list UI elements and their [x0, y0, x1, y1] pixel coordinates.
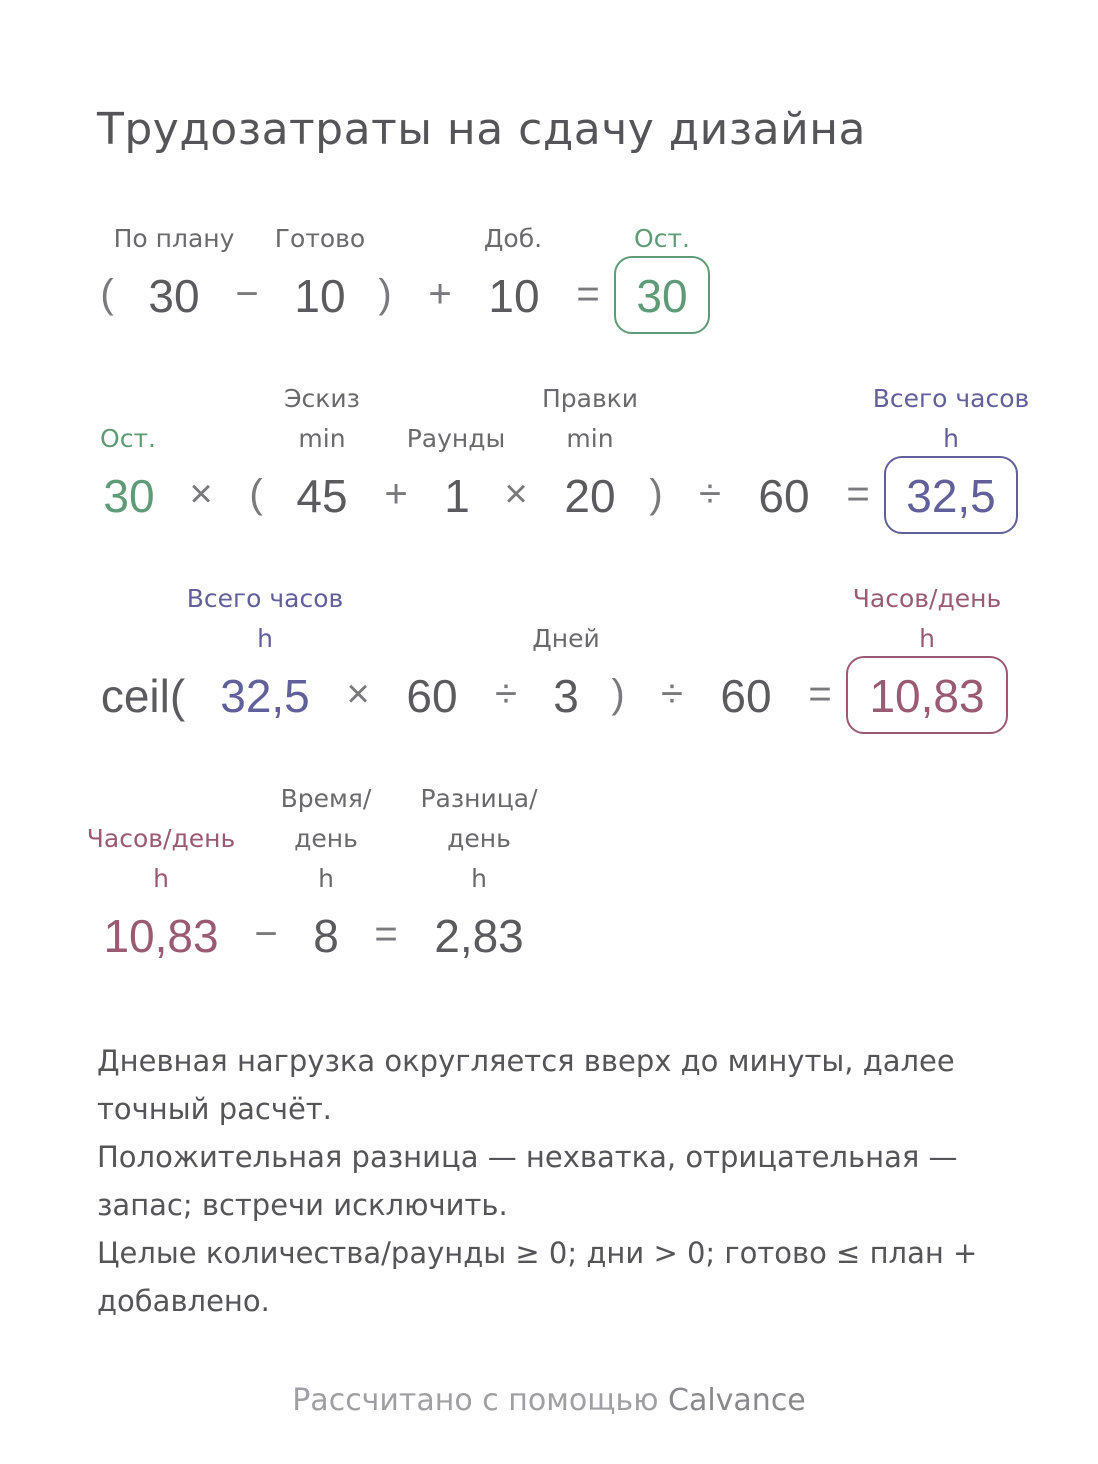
close-paren: ) [611, 672, 625, 716]
value-done[interactable]: 10 [294, 270, 346, 322]
times-operator: × [346, 672, 370, 716]
times-operator: × [189, 472, 213, 516]
value-total-hours: 32,5 [220, 670, 310, 722]
label-done: Готово [274, 224, 366, 253]
label-remaining: Ост. [634, 224, 690, 253]
close-paren: ) [378, 272, 392, 316]
page-title: Трудозатраты на сдачу дизайна [97, 104, 866, 155]
plus-operator: + [384, 472, 408, 516]
value-planned[interactable]: 30 [148, 270, 200, 322]
notes [97, 1037, 997, 1325]
value-days[interactable]: 3 [553, 670, 579, 722]
value-added[interactable]: 10 [488, 270, 540, 322]
label-hours-per-day: Часов/день [86, 824, 236, 853]
label-total-hours: Всего часов [186, 584, 344, 613]
note-rounding: Дневная нагрузка округляется вверх до минуты, далее точный расчёт. [97, 1044, 955, 1126]
result-total-hours: 32,5 [906, 470, 996, 522]
equals-sign: = [576, 272, 600, 316]
label-hours-per-day: Часов/день [852, 584, 1002, 613]
value-hours-per-day: 10,83 [103, 910, 219, 962]
footer-text: Рассчитано с помощью [292, 1383, 659, 1418]
result-remaining: 30 [636, 270, 688, 322]
label-sketch: Эскиз [284, 384, 360, 413]
result-hours-per-day: 10,83 [869, 670, 985, 722]
times-operator: × [504, 472, 528, 516]
label-planned: По плану [113, 224, 235, 253]
divide-operator: ÷ [495, 672, 517, 716]
note-constraints: Целые количества/раунды ≥ 0; дни > 0; готово ≤ план + добавлено. [97, 1236, 978, 1318]
label-hours-per-day-unit: h [919, 624, 935, 653]
divide-operator: ÷ [661, 672, 683, 716]
equals-sign: = [808, 672, 832, 716]
label-diff-per-day-unit: h [471, 864, 487, 893]
label-time-per-day-mid: день [294, 824, 358, 853]
equals-sign: = [374, 912, 398, 956]
label-added: Доб. [483, 224, 543, 253]
equals-sign: = [846, 472, 870, 516]
value-sixty: 60 [406, 670, 458, 722]
label-total-hours: Всего часов [872, 384, 1030, 413]
open-paren: ( [100, 272, 114, 316]
plus-operator: + [428, 272, 452, 316]
label-days: Дней [532, 624, 600, 653]
value-sixty: 60 [758, 470, 810, 522]
brand-link[interactable]: Calvance [668, 1383, 806, 1418]
label-edits-unit: min [566, 424, 614, 453]
value-time-per-day[interactable]: 8 [313, 910, 339, 962]
divide-operator: ÷ [699, 472, 721, 516]
ceil-function: ceil( [100, 670, 186, 722]
label-total-hours-unit: h [943, 424, 959, 453]
footer [0, 1383, 1098, 1418]
label-sketch-unit: min [298, 424, 346, 453]
value-sketch[interactable]: 45 [296, 470, 348, 522]
label-diff-per-day-mid: день [447, 824, 511, 853]
label-time-per-day: Время/ [280, 784, 372, 813]
label-diff-per-day: Разница/ [420, 784, 538, 813]
value-rounds[interactable]: 1 [444, 470, 470, 522]
minus-operator: − [235, 272, 259, 316]
label-edits: Правки [541, 384, 639, 413]
label-remaining: Ост. [100, 424, 156, 453]
minus-operator: − [254, 912, 278, 956]
open-paren: ( [249, 472, 263, 516]
label-time-per-day-unit: h [318, 864, 334, 893]
value-remaining: 30 [103, 470, 155, 522]
label-rounds: Раунды [406, 424, 506, 453]
note-difference: Положительная разница — нехватка, отрицательная — запас; встречи исключить. [97, 1140, 958, 1222]
label-hours-per-day-unit: h [153, 864, 169, 893]
label-total-hours-unit: h [257, 624, 273, 653]
close-paren: ) [649, 472, 663, 516]
value-sixty: 60 [720, 670, 772, 722]
result-diff-per-day: 2,83 [434, 910, 524, 962]
value-edits[interactable]: 20 [564, 470, 616, 522]
